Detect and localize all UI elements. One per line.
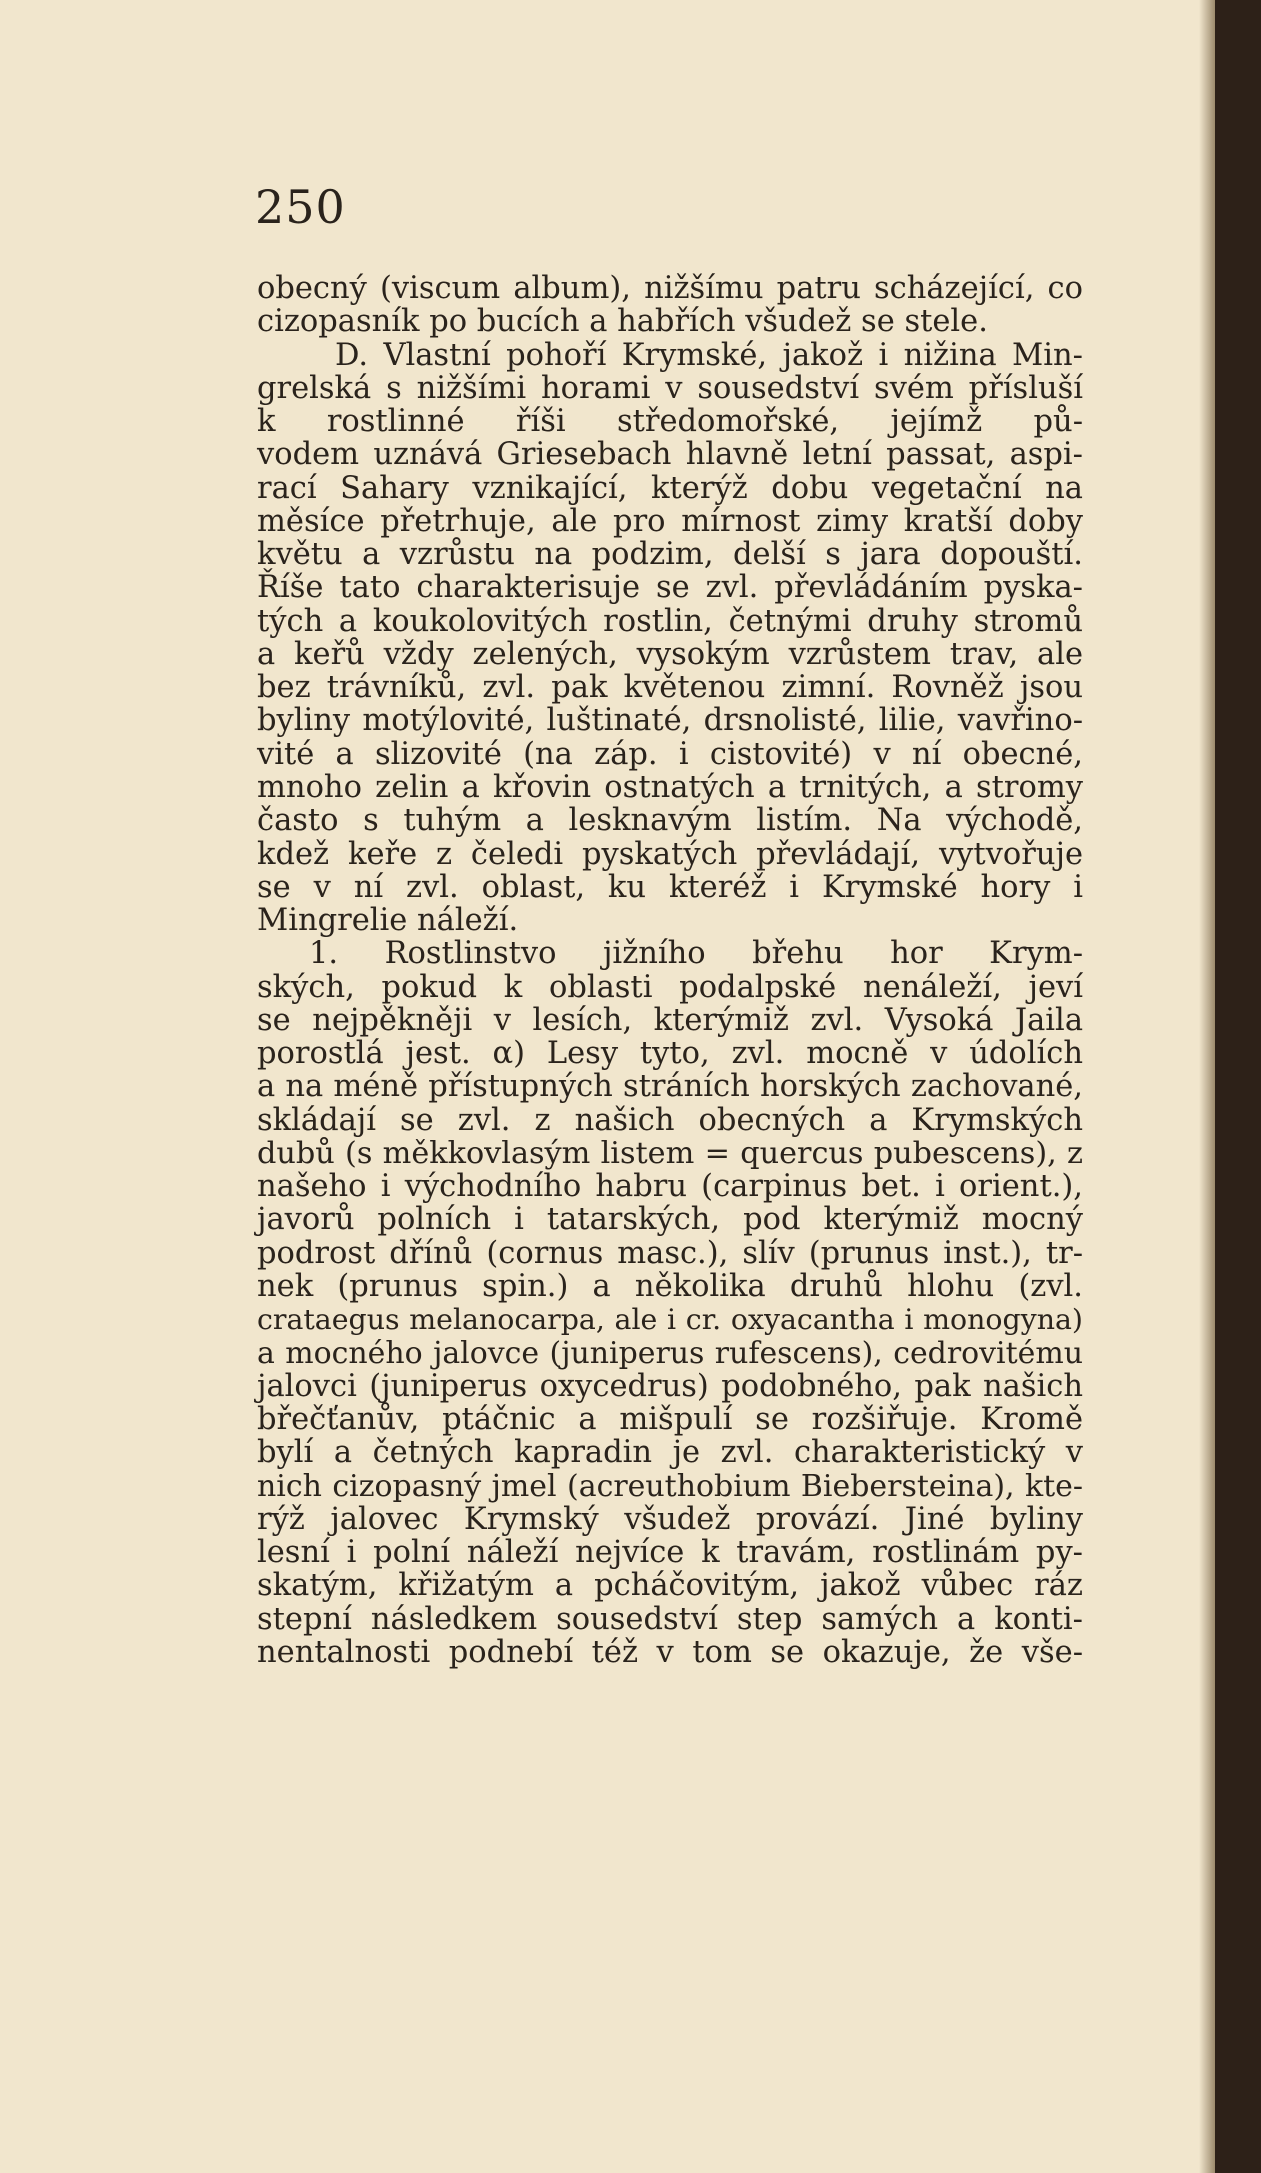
text-line: stepní následkem sousedství step samých a konti-: [257, 1601, 1083, 1637]
text-line: vodem uznává Griesebach hlavně letní passat, aspi-: [257, 437, 1083, 473]
text-line: obecný (viscum album), nižšímu patru scházející, co: [257, 271, 1083, 306]
text-line: vité a slizovité (na záp. i cistovité) v ní obecné,: [257, 736, 1083, 772]
text-line: skládají se zvl. z našich obecných a Krymských: [257, 1102, 1083, 1138]
text-line: grelská s nižšími horami v sousedství svém přísluší: [257, 370, 1083, 406]
text-line: Mingrelie náleží.: [257, 903, 519, 939]
text-line: dubů (s měkkovlasým listem = quercus pubescens), z: [257, 1135, 1083, 1171]
text-line: se nejpěkněji v lesích, kterýmiž zvl. Vysoká Jaila: [257, 1002, 1083, 1038]
text-line: měsíce přetrhuje, ale pro mírnost zimy kratší doby: [257, 503, 1083, 539]
text-line: 1. Rostlinstvo jižního břehu hor Krym-: [309, 936, 1083, 972]
text-line: jalovci (juniperus oxycedrus) podobného, pak našich: [257, 1368, 1083, 1404]
text-line: Říše tato charakterisuje se zvl. převládáním pyska-: [257, 570, 1083, 606]
text-line: nich cizopasný jmel (acreuthobium Biebersteina), kte-: [257, 1468, 1083, 1504]
text-line: rací Sahary vznikající, kterýž dobu vegetační na: [257, 470, 1083, 506]
text-line: často s tuhým a lesknavým listím. Na východě,: [257, 803, 1083, 839]
text-line: a na méně přístupných stráních horských zachované,: [257, 1069, 1083, 1105]
text-line: nentalnosti podnebí též v tom se okazuje, že vše-: [257, 1634, 1083, 1670]
text-line: ských, pokud k oblasti podalpské nenáleží, jeví: [257, 969, 1083, 1005]
text-line: skatým, křižatým a pcháčovitým, jakož vůbec ráz: [257, 1568, 1083, 1604]
body-text: [257, 272, 1083, 1669]
text-line: D. Vlastní pohoří Krymské, jakož i nižina Min-: [335, 337, 1083, 373]
text-line: crataegus melanocarpa, ale i cr. oxyacantha i monogyna): [257, 1303, 1083, 1337]
text-line: rýž jalovec Krymský všudež provází. Jiné byliny: [257, 1501, 1083, 1537]
text-line: javorů polních i tatarských, pod kterýmiž mocný: [257, 1202, 1083, 1238]
text-line: se v ní zvl. oblast, ku kteréž i Krymské hory i: [257, 869, 1083, 905]
text-line: našeho i východního habru (carpinus bet. i orient.),: [257, 1169, 1083, 1205]
book-edge: [1215, 0, 1261, 2173]
text-line: byliny motýlovité, luštinaté, drsnolisté, lilie, vavřino-: [257, 703, 1083, 739]
text-line: a keřů vždy zelených, vysokým vzrůstem trav, ale: [257, 636, 1083, 672]
page-number: 250: [255, 180, 346, 234]
text-line: tých a koukolovitých rostlin, četnými druhy stromů: [257, 603, 1083, 639]
text-line: nek (prunus spin.) a několika druhů hlohu (zvl.: [257, 1268, 1083, 1304]
text-line: bylí a četných kapradin je zvl. charakteristický v: [257, 1435, 1083, 1471]
text-line: bez trávníků, zvl. pak květenou zimní. Rovněž jsou: [257, 670, 1083, 706]
text-line: mnoho zelin a křovin ostnatých a trnitých, a stromy: [257, 769, 1083, 805]
text-line: k rostlinné říši středomořské, jejímž pů-: [257, 404, 1083, 440]
text-line: kdež keře z čeledi pyskatých převládají, vytvořuje: [257, 836, 1083, 872]
text-line: lesní i polní náleží nejvíce k travám, rostlinám py-: [257, 1535, 1083, 1571]
text-line: podrost dřínů (cornus masc.), slív (prunus inst.), tr-: [257, 1235, 1083, 1271]
text-line: břečťanův, ptáčnic a mišpulí se rozšiřuje. Kromě: [257, 1402, 1083, 1438]
text-line: a mocného jalovce (juniperus rufescens), cedrovitému: [257, 1335, 1083, 1371]
binding-shadow: [1199, 0, 1215, 2173]
text-line: porostlá jest. α) Lesy tyto, zvl. mocně v údolích: [257, 1036, 1083, 1072]
text-line: květu a vzrůstu na podzim, delší s jara dopouští.: [257, 537, 1083, 573]
text-line: cizopasník po bucích a habřích všudež se stele.: [257, 304, 988, 340]
